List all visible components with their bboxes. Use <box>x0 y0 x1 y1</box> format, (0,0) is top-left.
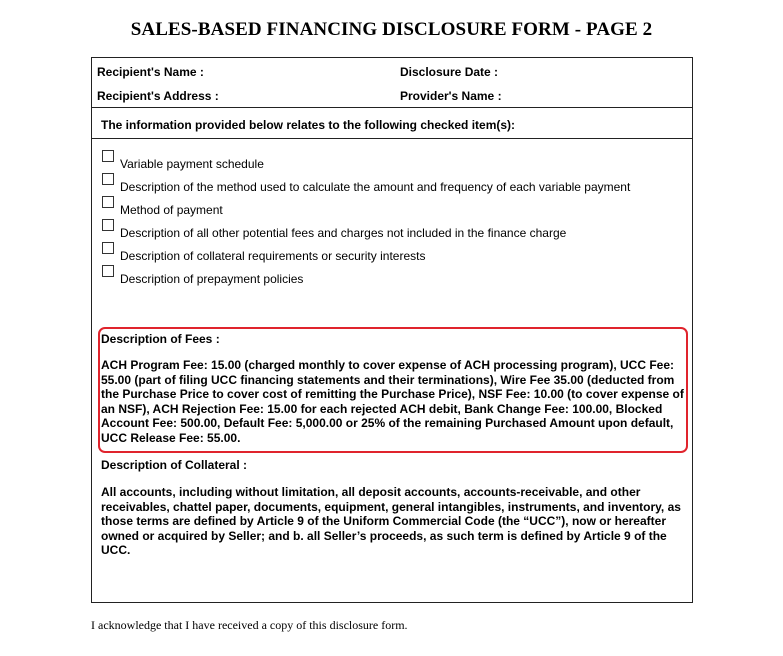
checklist-item-label: Variable payment schedule <box>120 157 264 171</box>
recipient-address-label: Recipient's Address : <box>97 89 219 103</box>
fees-line: ACH Program Fee: 15.00 (charged monthly to cover expense of ACH processing program), UCC Fee: <box>101 358 675 372</box>
page-title: SALES-BASED FINANCING DISCLOSURE FORM - PAGE 2 <box>130 19 653 40</box>
collateral-heading: Description of Collateral : <box>101 458 248 472</box>
checklist-item-label: Description of prepayment policies <box>120 272 304 286</box>
collateral-description <box>101 485 681 558</box>
fees-line: UCC Release Fee: 55.00. <box>101 430 241 445</box>
acknowledgement-text: I acknowledge that I have received a copy of this disclosure form. <box>91 618 408 632</box>
collateral-line: owned or acquired by Seller; and b. all Seller’s proceeds, as such term is defined by Article 9 of the <box>101 528 667 543</box>
checklist-item-label: Description of collateral requirements or security interests <box>120 249 426 263</box>
fees-line: an NSF), ACH Rejection Fee: 15.00 for each rejected ACH debit, Bank Change Fee: 100.00, Blocked <box>101 401 663 416</box>
intro-divider <box>92 138 692 139</box>
checkbox[interactable] <box>102 265 114 277</box>
collateral-line: those terms are defined by Article 9 of the Uniform Commercial Code (the “UCC”), now or hereafter <box>101 514 666 529</box>
fees-description <box>101 358 684 446</box>
checkbox[interactable] <box>102 196 114 208</box>
collateral-line: receivables, chattel paper, documents, equipment, general intangibles, instruments, and inventory, as <box>101 499 681 514</box>
fees-line: the Purchase Price to cover cost of remitting the Purchase Price), NSF Fee: 10.00 (to cover expense of <box>101 387 684 402</box>
checklist-intro: The information provided below relates to the following checked item(s): <box>101 118 516 132</box>
collateral-line: UCC. <box>101 543 131 558</box>
fees-line: Account Fee: 500.00, Default Fee: 5,000.00 or 25% of the remaining Purchased Amount upon default, <box>101 416 674 431</box>
disclosure-date-label: Disclosure Date : <box>400 65 499 79</box>
checklist-item-label: Description of all other potential fees and charges not included in the finance charge <box>120 226 567 240</box>
provider-name-label: Provider's Name : <box>400 89 502 103</box>
fees-line: 55.00 (part of filing UCC financing statements and their terminations), Wire Fee 35.00 (deducted from <box>101 372 675 387</box>
header-divider <box>92 107 692 108</box>
checklist-item-label: Method of payment <box>120 203 223 217</box>
collateral-line: All accounts, including without limitation, all deposit accounts, accounts-receivable, and other <box>101 485 641 499</box>
checkbox[interactable] <box>102 219 114 231</box>
checkbox[interactable] <box>102 150 114 162</box>
checklist-item-label: Description of the method used to calculate the amount and frequency of each variable payment <box>120 180 631 194</box>
recipient-name-label: Recipient's Name : <box>97 65 204 79</box>
checkbox[interactable] <box>102 242 114 254</box>
fees-heading: Description of Fees : <box>101 332 220 346</box>
checkbox[interactable] <box>102 173 114 185</box>
disclosure-form <box>91 57 693 603</box>
